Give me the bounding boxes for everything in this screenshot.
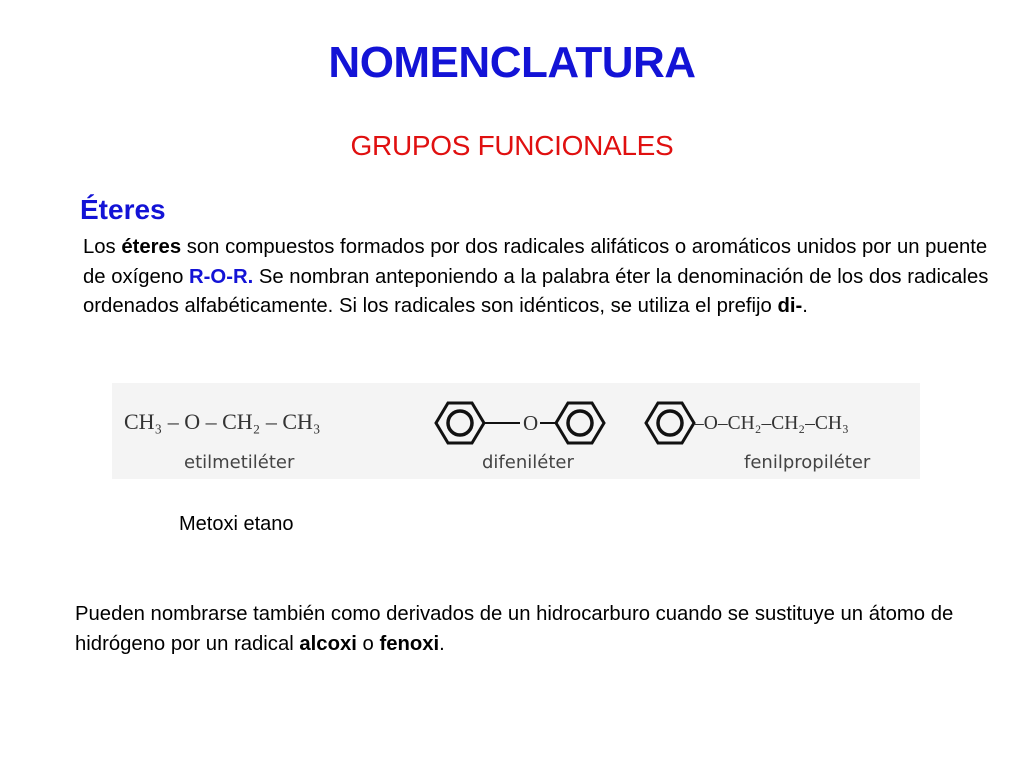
label-etilmetileter: etilmetiléter [184, 452, 295, 473]
alternative-naming-text [75, 600, 995, 659]
text-run: Se nombran anteponiendo a la palabra éter la denominación de los dos radicales ordenados alfabéticamente. Si los radicales son idénticos, se utiliza el prefijo [83, 265, 989, 317]
text-run: . [439, 632, 445, 655]
text-run: . [802, 295, 808, 317]
bold-term-eteres: éteres [121, 236, 182, 258]
text-run: Pueden nombrarse también como derivados de un hidrocarburo cuando se sustituye un átomo de hidrógeno por un radical [75, 603, 954, 655]
text-run: son compuestos formados por dos radicales alifáticos o aromáticos unidos por un puente de oxígeno [83, 236, 988, 288]
formula-ror: R-O-R. [189, 265, 254, 288]
section-heading: Éteres [80, 194, 166, 225]
formula-fenilpropileter: –O–CH₂–CH₂–CH₃ [694, 413, 849, 434]
formula-etilmetileter: CH₃ – O – CH₂ – CH₃ [124, 409, 321, 434]
text-run: Los [83, 236, 122, 258]
oxygen-atom: O [523, 411, 539, 435]
figure-caption: Metoxi etano [179, 513, 294, 535]
label-difenileter: difeniléter [482, 452, 574, 473]
label-fenilpropileter: fenilpropiléter [744, 452, 871, 473]
ethers-description [83, 233, 1003, 322]
ether-structures [112, 383, 920, 479]
ether-examples-figure [112, 383, 920, 479]
bold-term-fenoxi: fenoxi [379, 632, 440, 655]
text-run: o [356, 632, 380, 655]
benzene-ring-icon [436, 403, 484, 443]
benzene-ring-icon [646, 403, 694, 443]
bold-prefix-di: di- [777, 295, 803, 317]
bold-term-alcoxi: alcoxi [299, 632, 357, 655]
slide-subtitle: GRUPOS FUNCIONALES [350, 130, 674, 161]
benzene-ring-icon [556, 403, 604, 443]
slide-title: NOMENCLATURA [328, 38, 696, 87]
